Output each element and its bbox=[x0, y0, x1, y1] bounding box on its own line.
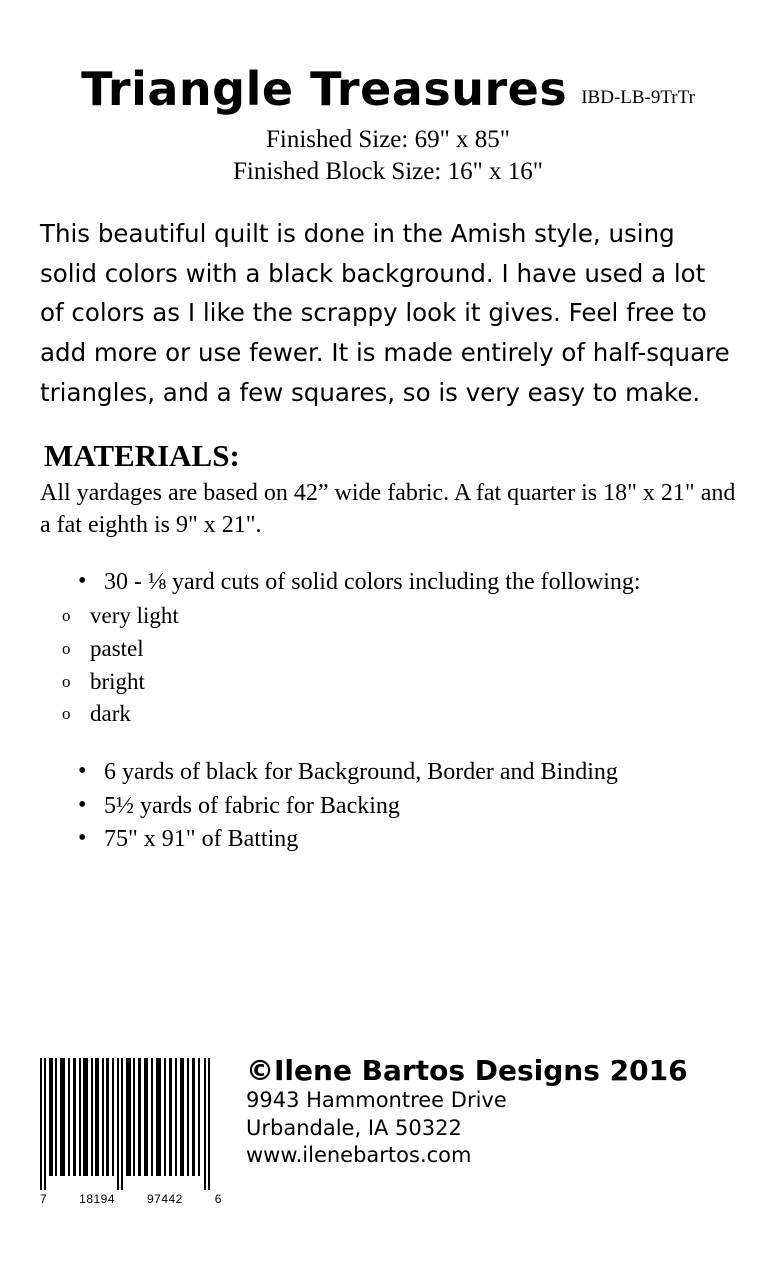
list-item: o dark bbox=[38, 698, 738, 731]
address-line-1: 9943 Hammontree Drive bbox=[246, 1087, 507, 1112]
materials-heading: MATERIALS: bbox=[44, 438, 240, 474]
materials-sublist bbox=[38, 600, 738, 731]
finished-size-block bbox=[38, 124, 738, 188]
company-name: ©Ilene Bartos Designs 2016 bbox=[246, 1054, 688, 1087]
list-item: • 6 yards of black for Background, Border and Binding bbox=[38, 757, 738, 789]
barcode-block bbox=[38, 1058, 224, 1206]
finished-block-size: Finished Block Size: 16" x 16" bbox=[233, 158, 543, 185]
materials-list-primary bbox=[38, 567, 738, 599]
barcode-left-digit: 7 bbox=[40, 1192, 48, 1206]
barcode-right-digit: 6 bbox=[214, 1192, 222, 1206]
pattern-back-cover bbox=[0, 62, 776, 1262]
sku-code: IBD-LB-9TrTr bbox=[581, 87, 695, 108]
list-item: • 5½ yards of fabric for Backing bbox=[38, 791, 738, 823]
intro-paragraph: This beautiful quilt is done in the Amish style, using solid colors with a black background. I have used a lot of colors as I like the scrappy look it gives. Feel free to add more or use fewer. It is made entirely of half-square triangles, and a few squares, so is very easy to make. bbox=[40, 219, 730, 407]
title-row bbox=[38, 62, 738, 116]
barcode-digits bbox=[38, 1192, 224, 1206]
barcode-image bbox=[38, 1058, 220, 1190]
address-line-2: Urbandale, IA 50322 bbox=[246, 1115, 462, 1140]
list-item: • 30 - ⅛ yard cuts of solid colors including the following: bbox=[38, 567, 738, 599]
materials-list-secondary bbox=[38, 757, 738, 856]
address-block bbox=[246, 1052, 688, 1170]
list-item: o bright bbox=[38, 666, 738, 699]
page-title: Triangle Treasures bbox=[81, 62, 568, 116]
list-item: o pastel bbox=[38, 633, 738, 666]
finished-size: Finished Size: 69" x 85" bbox=[265, 126, 511, 153]
materials-note: All yardages are based on 42” wide fabric. A fat quarter is 18" x 21" and a fat eighth is 9" x 21". bbox=[40, 480, 736, 538]
list-item: • 75" x 91" of Batting bbox=[38, 824, 738, 856]
footer bbox=[38, 1052, 738, 1206]
website-url[interactable]: www.ilenebartos.com bbox=[246, 1143, 472, 1168]
list-item: o very light bbox=[38, 600, 738, 633]
barcode-group-1: 18194 bbox=[79, 1192, 116, 1206]
barcode-group-2: 97442 bbox=[146, 1192, 183, 1206]
